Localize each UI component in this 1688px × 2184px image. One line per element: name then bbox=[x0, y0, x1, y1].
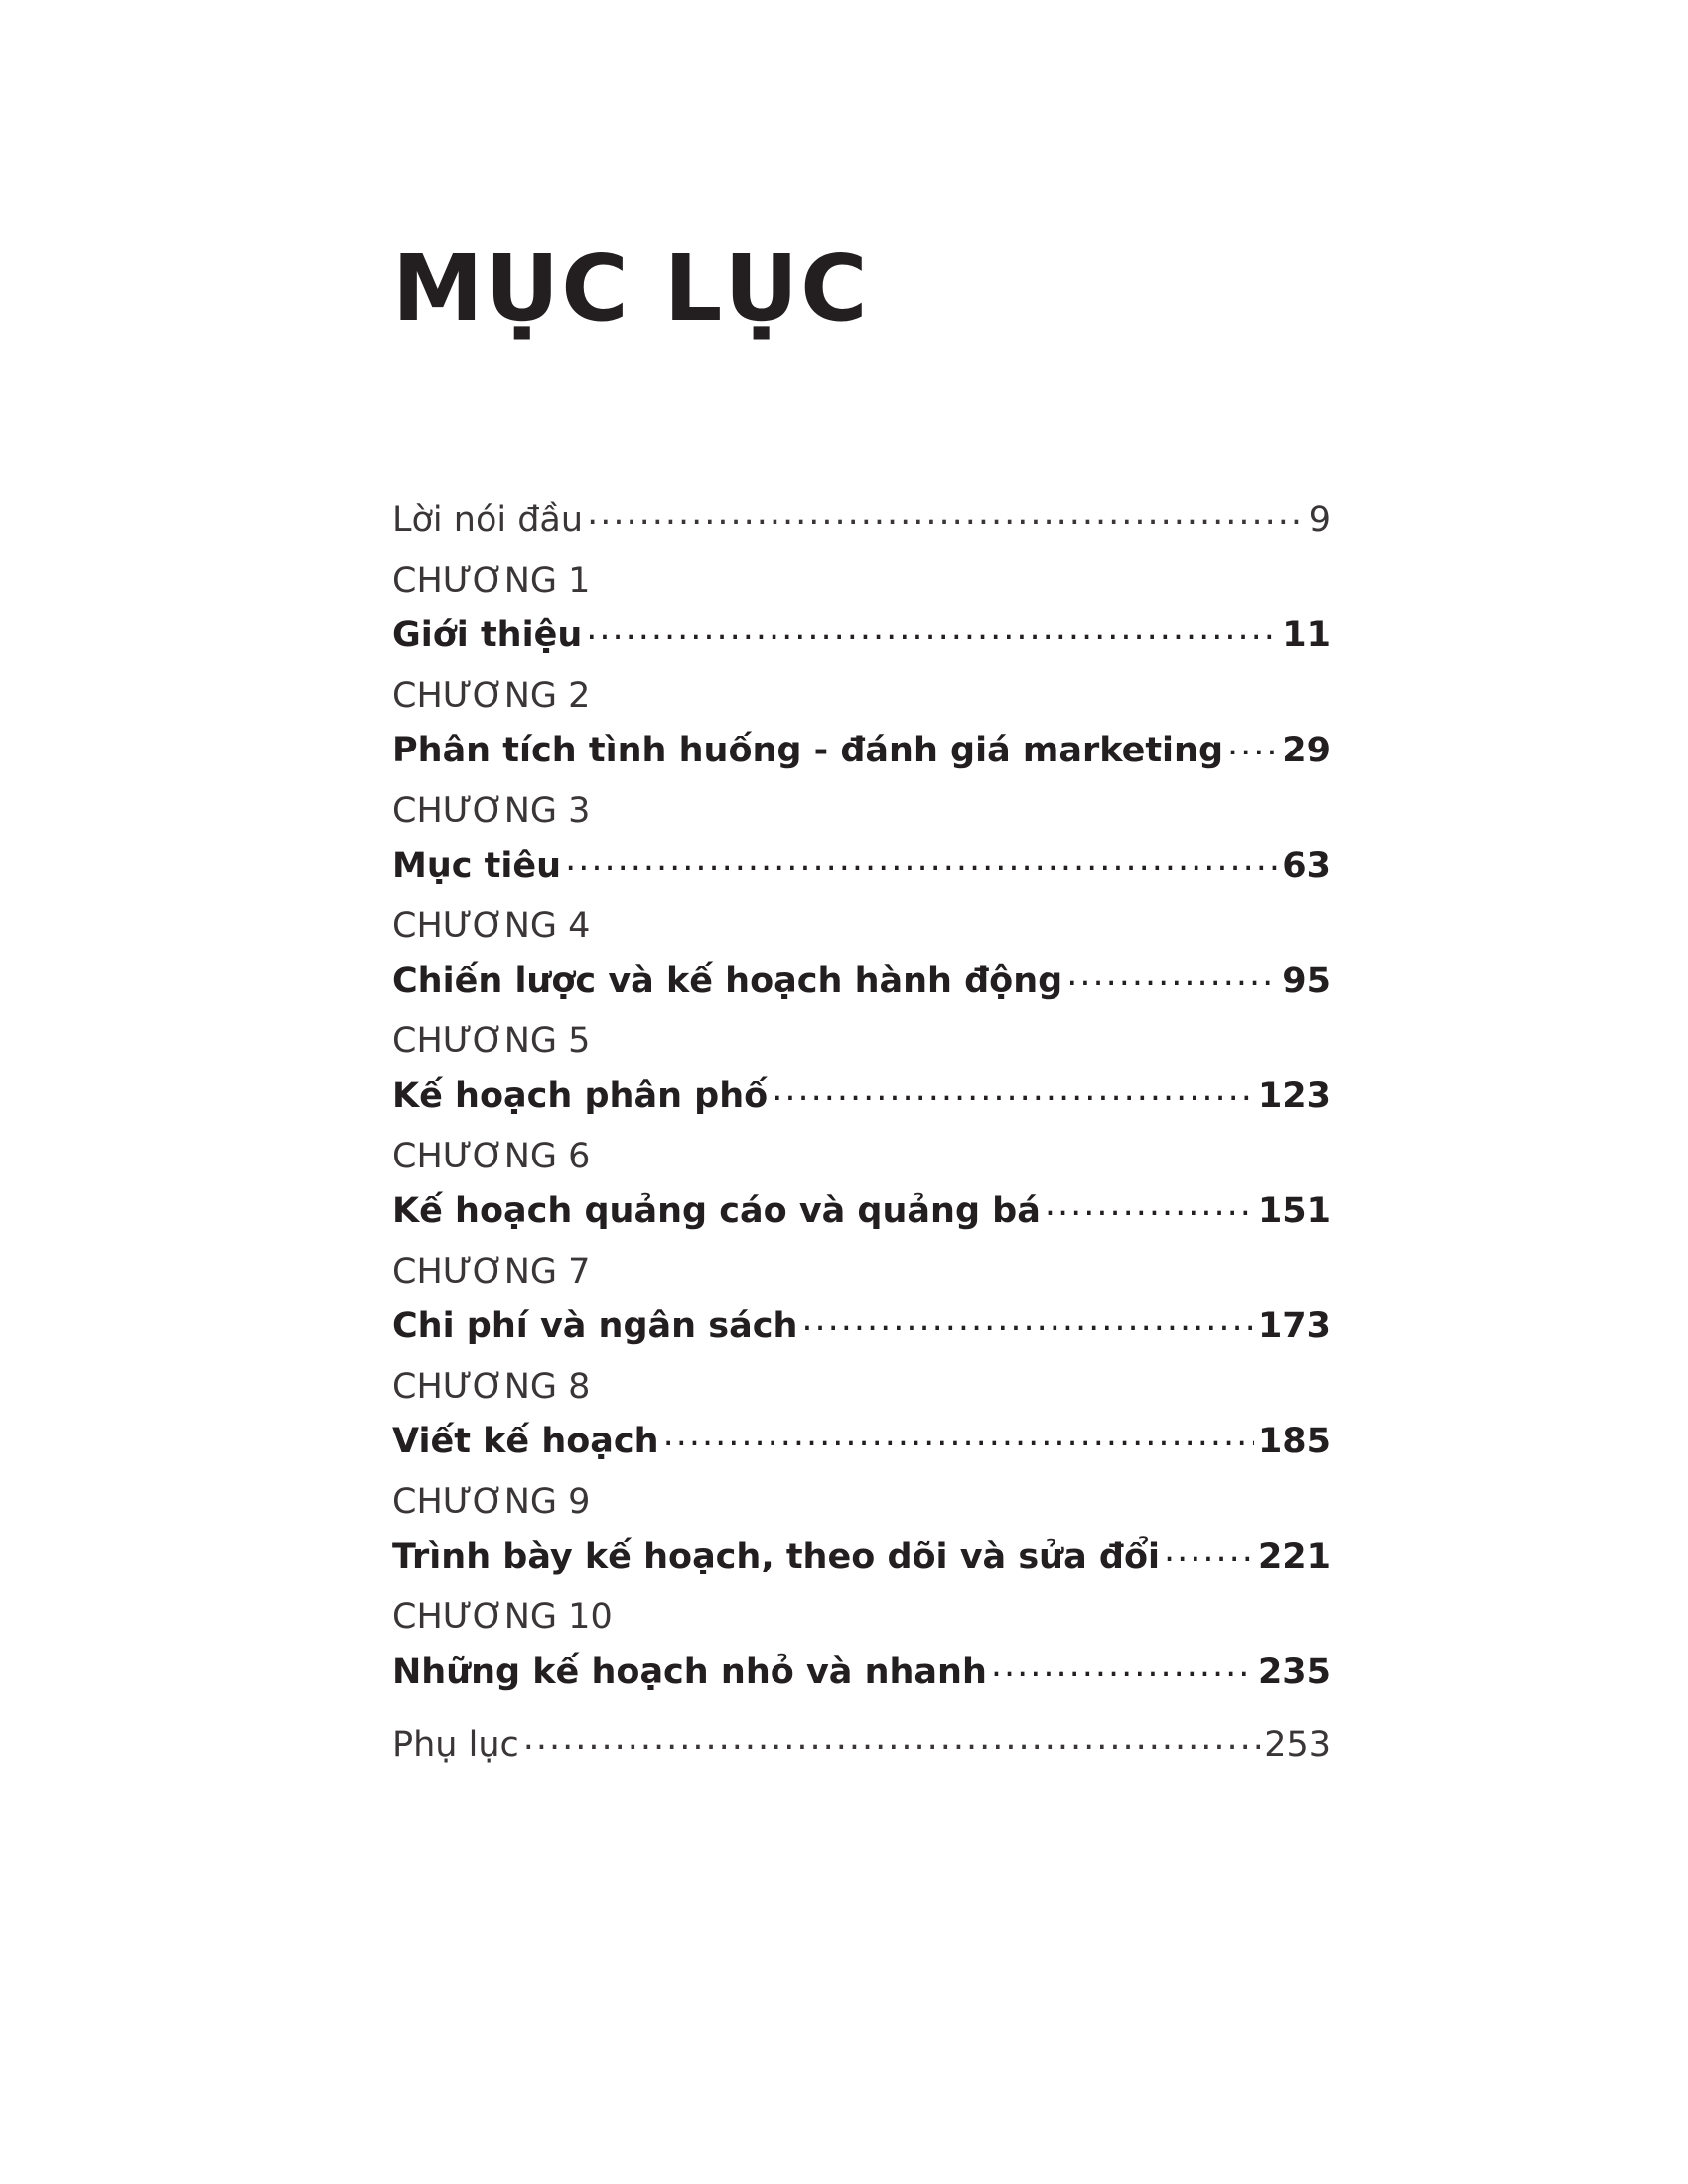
toc-page-number: 63 bbox=[1282, 846, 1331, 886]
toc-entry-label: Chiến lược và kế hoạch hành động bbox=[392, 961, 1063, 1001]
dot-leader bbox=[991, 1648, 1254, 1683]
chapter-heading: CHƯƠNG 4 bbox=[392, 905, 591, 946]
dot-leader bbox=[586, 612, 1278, 646]
dot-leader bbox=[1066, 957, 1278, 992]
dot-leader bbox=[1227, 727, 1278, 761]
dot-leader bbox=[523, 1721, 1260, 1756]
page-title: MỤC LỤC bbox=[392, 235, 870, 341]
toc-page-number: 221 bbox=[1257, 1537, 1331, 1576]
toc-entry-chapter-1[interactable] bbox=[392, 612, 1331, 655]
toc-entry-label: Kế hoạch phân phố bbox=[392, 1076, 769, 1116]
toc-page-number: 235 bbox=[1257, 1652, 1331, 1692]
toc-entry-label: Trình bày kế hoạch, theo dõi và sửa đổi bbox=[392, 1537, 1160, 1576]
toc-entry-label: Kế hoạch quảng cáo và quảng bá bbox=[392, 1191, 1041, 1231]
toc-page-number: 11 bbox=[1282, 615, 1331, 655]
toc-page-number: 29 bbox=[1282, 731, 1331, 770]
chapter-heading: CHƯƠNG 6 bbox=[392, 1136, 591, 1176]
toc-entry-label: Những kế hoạch nhỏ và nhanh bbox=[392, 1652, 987, 1692]
toc-chapter-7 bbox=[392, 1253, 1331, 1346]
dot-leader bbox=[801, 1302, 1254, 1337]
toc-chapter-4 bbox=[392, 907, 1331, 1001]
dot-leader bbox=[587, 496, 1305, 531]
toc-entry-label: Mục tiêu bbox=[392, 846, 562, 886]
toc-page-number: 9 bbox=[1308, 500, 1331, 540]
toc-entry-chapter-10[interactable] bbox=[392, 1648, 1331, 1692]
toc-chapter-6 bbox=[392, 1138, 1331, 1231]
dot-leader bbox=[663, 1418, 1254, 1452]
chapter-heading: CHƯƠNG 9 bbox=[392, 1481, 591, 1522]
toc-entry-label: Giới thiệu bbox=[392, 615, 583, 655]
toc-page-number: 151 bbox=[1257, 1191, 1331, 1231]
toc-entry-chapter-3[interactable] bbox=[392, 842, 1331, 886]
chapter-heading: CHƯƠNG 7 bbox=[392, 1251, 591, 1292]
toc-chapter-2 bbox=[392, 677, 1331, 770]
toc-chapter-8 bbox=[392, 1368, 1331, 1461]
toc-entry-label: Chi phí và ngân sách bbox=[392, 1306, 798, 1346]
toc-chapter-10 bbox=[392, 1598, 1331, 1692]
toc-entry-label: Viết kế hoạch bbox=[392, 1422, 659, 1461]
chapter-heading: CHƯƠNG 5 bbox=[392, 1021, 591, 1061]
chapter-heading: CHƯƠNG 1 bbox=[392, 560, 591, 601]
toc-entry-label: Phụ lục bbox=[392, 1724, 519, 1765]
dot-leader bbox=[772, 1072, 1254, 1107]
toc-entry-chapter-7[interactable] bbox=[392, 1302, 1331, 1346]
toc-entry-chapter-2[interactable] bbox=[392, 727, 1331, 770]
toc-entry-chapter-8[interactable] bbox=[392, 1418, 1331, 1461]
toc-page-number: 95 bbox=[1282, 961, 1331, 1001]
toc-entry-chapter-9[interactable] bbox=[392, 1533, 1331, 1576]
chapter-heading: CHƯƠNG 8 bbox=[392, 1366, 591, 1407]
dot-leader bbox=[565, 842, 1278, 877]
toc-page-number: 185 bbox=[1257, 1422, 1331, 1461]
chapter-heading: CHƯƠNG 3 bbox=[392, 790, 591, 831]
table-of-contents bbox=[392, 496, 1331, 1764]
toc-entry-label: Phân tích tình huống - đánh giá marketing bbox=[392, 731, 1224, 770]
toc-entry-label: Lời nói đầu bbox=[392, 500, 584, 540]
dot-leader bbox=[1045, 1187, 1254, 1222]
toc-chapter-9 bbox=[392, 1483, 1331, 1576]
chapter-heading: CHƯƠNG 2 bbox=[392, 675, 591, 716]
toc-chapter-5 bbox=[392, 1023, 1331, 1116]
toc-entry-chapter-4[interactable] bbox=[392, 957, 1331, 1001]
toc-page-number: 173 bbox=[1257, 1306, 1331, 1346]
toc-entry-preface[interactable] bbox=[392, 496, 1331, 540]
toc-page-number: 123 bbox=[1257, 1076, 1331, 1116]
chapter-heading: CHƯƠNG 10 bbox=[392, 1596, 613, 1637]
toc-entry-appendix[interactable] bbox=[392, 1721, 1331, 1765]
toc-entry-chapter-5[interactable] bbox=[392, 1072, 1331, 1116]
toc-chapter-3 bbox=[392, 792, 1331, 886]
dot-leader bbox=[1164, 1533, 1254, 1568]
toc-chapter-1 bbox=[392, 562, 1331, 655]
toc-page-number: 253 bbox=[1264, 1724, 1331, 1765]
toc-entry-chapter-6[interactable] bbox=[392, 1187, 1331, 1231]
